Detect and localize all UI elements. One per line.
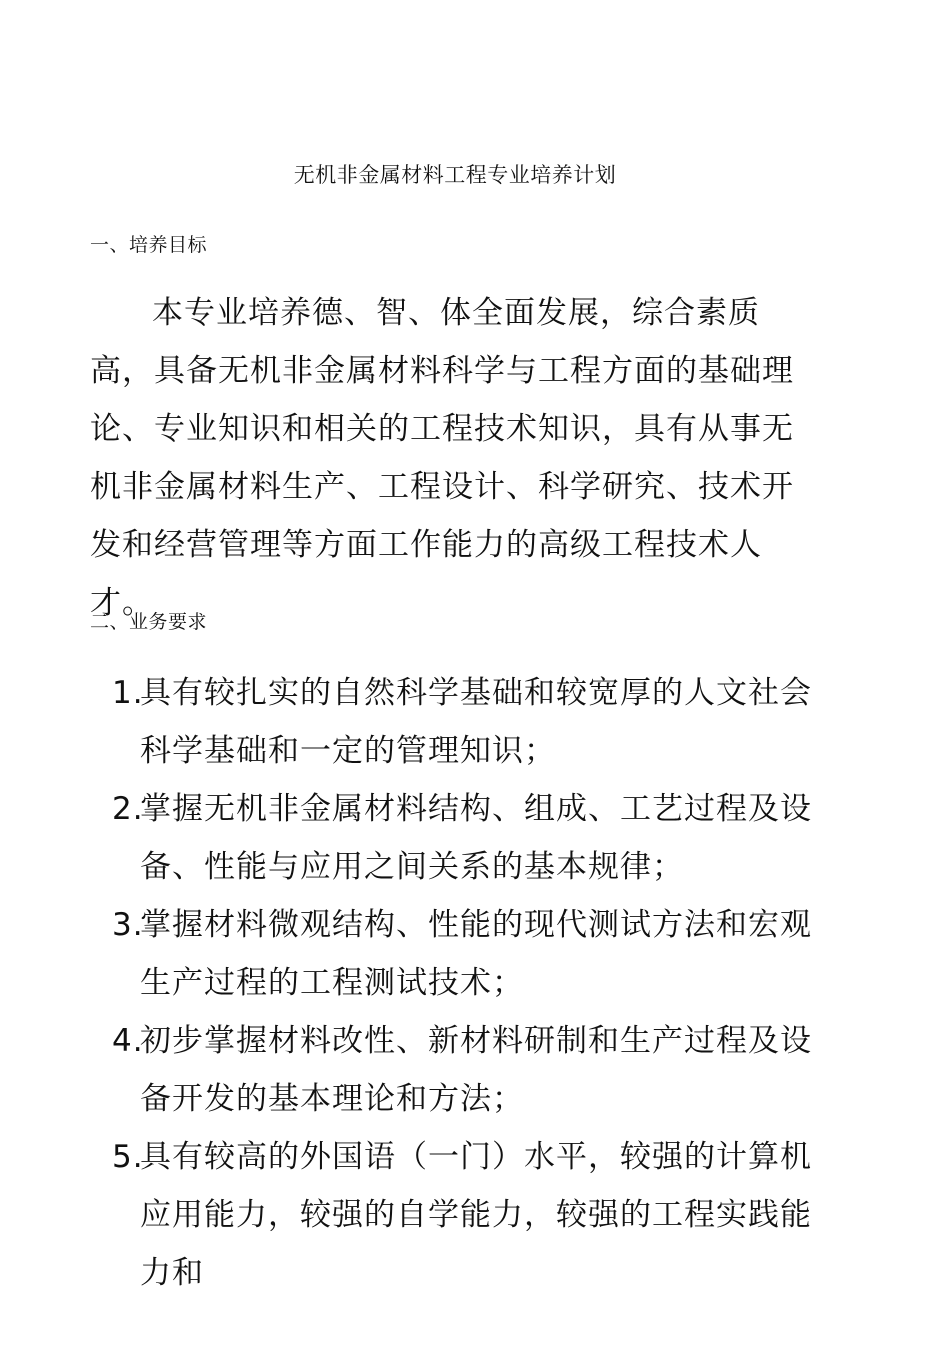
requirements-list	[112, 664, 832, 1302]
requirement-number: 5.	[112, 1139, 144, 1175]
requirement-item-2	[112, 780, 832, 896]
section-heading-training-objectives: 一、培养目标	[90, 234, 208, 256]
requirement-item-5	[112, 1128, 832, 1302]
requirement-item-3	[112, 896, 832, 1012]
requirement-text: 具有较高的外国语（一门）水平，较强的计算机应用能力，较强的自学能力，较强的工程实践能力和	[140, 1139, 812, 1291]
document-title: 无机非金属材料工程专业培养计划	[293, 163, 617, 187]
requirement-text: 具有较扎实的自然科学基础和较宽厚的人文社会科学基础和一定的管理知识；	[140, 675, 812, 769]
requirement-text: 掌握无机非金属材料结构、组成、工艺过程及设备、性能与应用之间关系的基本规律；	[140, 791, 812, 885]
requirement-item-4	[112, 1012, 832, 1128]
requirement-number: 2.	[112, 791, 144, 827]
requirement-number: 4.	[112, 1023, 144, 1059]
requirement-item-1	[112, 664, 832, 780]
requirement-number: 3.	[112, 907, 144, 943]
training-objectives-paragraph: 本专业培养德、智、体全面发展，综合素质高，具备无机非金属材料科学与工程方面的基础理论、专业知识和相关的工程技术知识，具有从事无机非金属材料生产、工程设计、科学研究、技术开发和经营管理等方面工作能力的高级工程技术人才。	[90, 295, 794, 621]
section-heading-business-requirements: 二、业务要求	[90, 611, 208, 633]
requirement-text: 掌握材料微观结构、性能的现代测试方法和宏观生产过程的工程测试技术；	[140, 907, 812, 1001]
requirement-number: 1.	[112, 675, 144, 711]
requirement-text: 初步掌握材料改性、新材料研制和生产过程及设备开发的基本理论和方法；	[140, 1023, 812, 1117]
